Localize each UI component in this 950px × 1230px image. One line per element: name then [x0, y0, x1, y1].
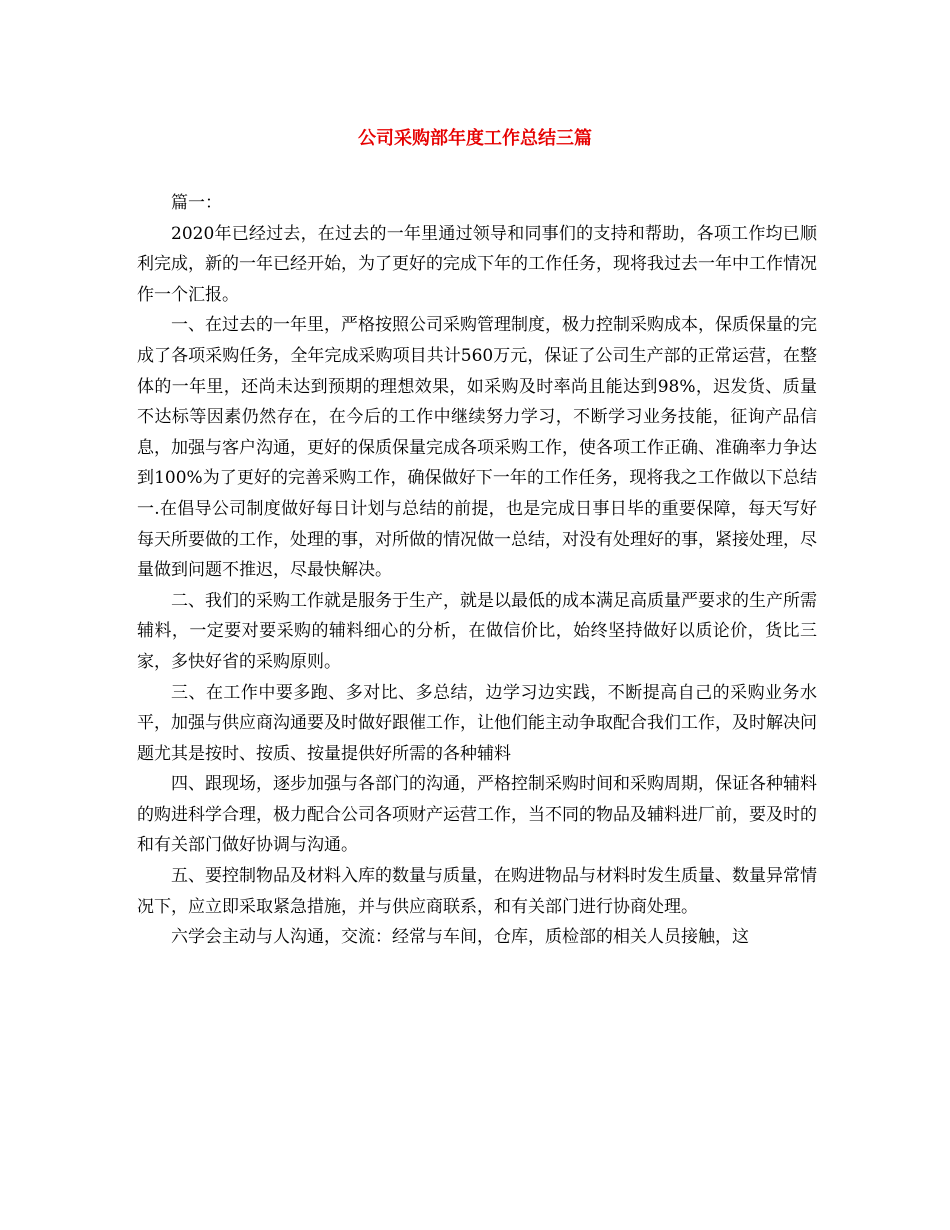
paragraph-point-6: 六学会主动与人沟通，交流：经常与车间，仓库，质检部的相关人员接触，这: [171, 927, 749, 948]
paragraph-point-1: 一、在过去的一年里，严格按照公司采购管理制度，极力控制采购成本，保质保量的完成了各项采购任务，全年完成采购项目共计560万元，保证了公司生产部的正常运营，在整体的一年里，还尚未达到预期的理想效果，如采购及时率尚且能达到98%，迟发货、质量不达标等因素仍然存在，在今后的工作中继续努力学习，不断学习业务技能，征询产品信息，加强与客户沟通，更好的保质保量完成各项采购工作，使各项工作正确、准确率力争达到100%为了更好的完善采购工作，确保做好下一年的工作任务，现将我之工作做以下总结一.在倡导公司制度做好每日计划与总结的前提，也是完成日事日毕的重要保障，每天写好每天所要做的工作，处理的事，对所做的情况做一总结，对没有处理好的事，紧接处理，尽量做到问题不推迟，尽最快解决。: [137, 315, 817, 581]
paragraph-section-label: 篇一：: [171, 193, 222, 213]
paragraph-point-3: 三、在工作中要多跑、多对比、多总结，边学习边实践，不断提高自己的采购业务水平，加强与供应商沟通要及时做好跟催工作，让他们能主动争取配合我们工作，及时解决问题尤其是按时、按质、按量提供好所需的各种辅料: [137, 682, 817, 764]
paragraph-point-5: 五、要控制物品及材料入库的数量与质量，在购进物品与材料时发生质量、数量异常情况下，应立即采取紧急措施，并与供应商联系，和有关部门进行协商处理。: [137, 866, 817, 917]
document-title: 公司采购部年度工作总结三篇: [358, 128, 592, 149]
paragraph-intro: 2020年已经过去，在过去的一年里通过领导和同事们的支持和帮助，各项工作均已顺利完成，新的一年已经开始，为了更好的完成下年的工作任务，现将我过去一年中工作情况作一个汇报。: [137, 223, 817, 305]
paragraph-point-4: 四、跟现场，逐步加强与各部门的沟通，严格控制采购时间和采购周期，保证各种辅料的购进科学合理，极力配合公司各项财产运营工作，当不同的物品及辅料进厂前，要及时的和有关部门做好协调与沟通。: [137, 774, 817, 856]
document-body: [137, 188, 817, 953]
paragraph-point-2: 二、我们的采购工作就是服务于生产，就是以最低的成本满足高质量严要求的生产所需辅料，一定要对要采购的辅料细心的分析，在做信价比，始终坚持做好以质论价，货比三家，多快好省的采购原则。: [137, 590, 817, 672]
